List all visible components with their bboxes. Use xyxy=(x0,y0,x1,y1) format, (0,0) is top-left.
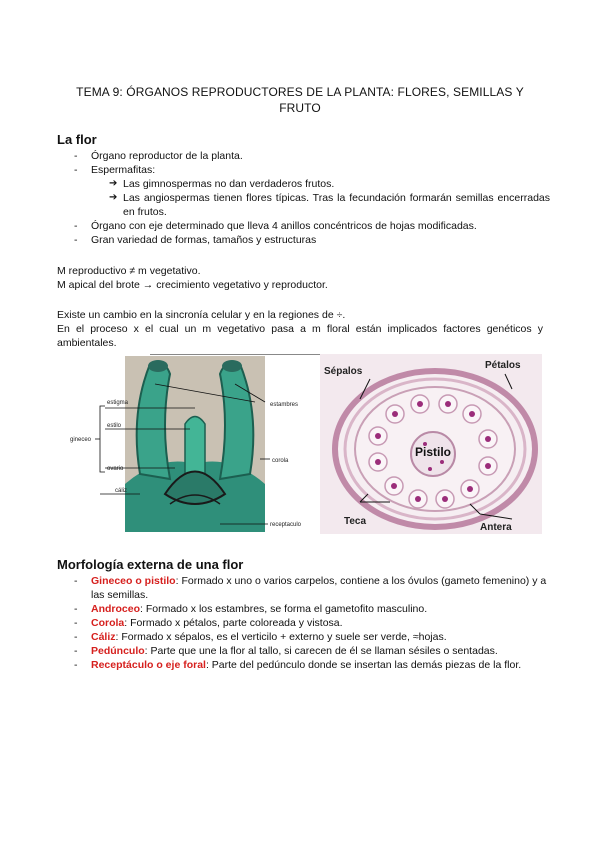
page-title xyxy=(60,84,540,116)
label-gineceo: gineceo xyxy=(70,437,92,443)
label-estilo: estilo xyxy=(107,423,122,429)
label-estigma: estigma xyxy=(107,400,129,406)
paragraph: En el proceso x el cual un m vegetativo pasa a m floral están implicados factores genéticos y ambientales. xyxy=(57,323,543,349)
label-estambres: estambres xyxy=(270,402,299,408)
flower-cross-section-figure xyxy=(320,354,542,534)
term: Corola xyxy=(91,617,125,629)
term: Pedúnculo xyxy=(91,645,145,657)
label-ovario: ovario xyxy=(107,466,124,472)
section-heading-la-flor: La flor xyxy=(57,132,97,147)
definition: : Parte que une la flor al tallo, si carecen de él se llaman sésiles o sentadas. xyxy=(144,645,498,657)
label-receptaculo: receptaculo xyxy=(270,522,302,528)
label-pistilo: Pistilo xyxy=(415,445,452,459)
list-item xyxy=(70,630,550,644)
paragraph: M apical del brote → crecimiento vegetativo y reproductor. xyxy=(57,279,328,291)
term: Gineceo o pistilo xyxy=(91,575,176,587)
label-teca: Teca xyxy=(344,516,367,527)
flower-section-figure xyxy=(70,354,320,532)
sublist-item: ➔ Las angiospermas tienen flores típicas. Tras la fecundación formarán semillas encerradas en frutos. xyxy=(91,191,550,219)
label-corola: corola xyxy=(272,458,289,464)
flower-section-illustration xyxy=(70,354,320,532)
list-item: - Gran variedad de formas, tamaños y estructuras xyxy=(70,233,550,247)
list-item-text: Espermafitas: xyxy=(91,164,156,176)
list-item xyxy=(70,658,550,672)
list-item xyxy=(70,163,550,219)
list-item: - Órgano con eje determinado que lleva 4 anillos concéntricos de hojas modificadas. xyxy=(70,219,550,233)
flower-cross-section-illustration xyxy=(320,354,542,534)
title-line-2: FRUTO xyxy=(279,101,321,115)
label-sepalos: Sépalos xyxy=(324,366,363,377)
list-item xyxy=(70,616,550,630)
definition: : Formado x los estambres, se forma el gametofito masculino. xyxy=(140,603,428,615)
definition: : Formado x pétalos, parte coloreada y vistosa. xyxy=(124,617,343,629)
paragraph: M reproductivo ≠ m vegetativo. xyxy=(57,265,201,277)
definition: : Formado x sépalos, es el verticilo + externo y suele ser verde, ≈hojas. xyxy=(115,631,447,643)
sublist-item: ➔ Las gimnospermas no dan verdaderos frutos. xyxy=(91,177,550,191)
paragraph: Existe un cambio en la sincronía celular y en la regiones de ÷. xyxy=(57,309,346,321)
list-item xyxy=(70,644,550,658)
label-caliz: cáliz xyxy=(115,488,128,494)
term: Androceo xyxy=(91,603,141,615)
definition: : Parte del pedúnculo donde se insertan las demás piezas de la flor. xyxy=(205,659,522,671)
definition: : Formado x uno o varios carpelos, contiene a los óvulos (gameto femenino) y a las semillas. xyxy=(91,575,547,601)
title-line-1: TEMA 9: ÓRGANOS REPRODUCTORES DE LA PLANTA: FLORES, SEMILLAS Y xyxy=(76,85,524,99)
list-item: - Órgano reproductor de la planta. xyxy=(70,149,550,163)
term: Cáliz xyxy=(91,631,116,643)
label-antera: Antera xyxy=(480,522,512,533)
term: Receptáculo o eje foral xyxy=(91,659,206,671)
la-flor-list xyxy=(70,149,550,247)
label-petalos: Pétalos xyxy=(485,360,521,371)
morfologia-list xyxy=(70,574,550,672)
section-heading-morfologia: Morfología externa de una flor xyxy=(57,557,244,572)
sublist xyxy=(91,177,550,219)
list-item xyxy=(70,574,550,602)
list-item xyxy=(70,602,550,616)
